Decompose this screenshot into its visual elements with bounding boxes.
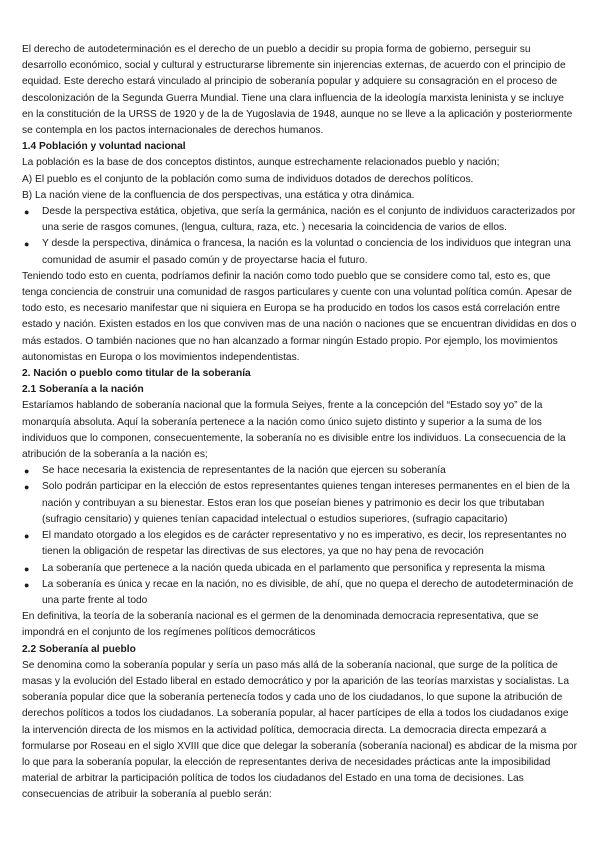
list-item bbox=[22, 577, 578, 609]
paragraph: Se denomina como la soberanía popular y sería un paso más allá de la soberanía nacional, que surge de la política de masas y la evolución del Estado liberal en estado democrático y por la aparición de las teorías marxistas y socialistas. La soberanía popular dice que la soberanía pertenecía todos y cada uno de los ciudadanos, lo que supone la atribución de derechos políticos a todos los ciudadanos. La soberanía popular, al hacer partícipes de ella a todos los ciudadanos exige la intervención directa de los mismos en la actividad política, democracia directa. La democracia directa empezará a formularse por Roseau en el siglo XVIII que dice que delegar la soberanía (soberanía nacional) es abdicar de la misma por lo que para la soberanía popular, la elección de representantes deriva de necesidades prácticas ante la imposibilidad material de arbitrar la participación política de todos los ciudadanos del Estado en una toma de decisiones. Las consecuencias de atribuir la soberanía al pueblo serán: bbox=[22, 659, 577, 801]
bullet-list-2-1 bbox=[22, 463, 578, 609]
bullet-list-1-4 bbox=[22, 204, 578, 269]
list-item-text: La soberanía es única y recae en la nación, no es divisible, de ahí, que no quepa el derecho de autodeterminación de una parte frente al todo bbox=[42, 578, 574, 606]
paragraph: En definitiva, la teoría de la soberanía nacional es el germen de la denominada democracia representativa, que se impondrá en el conjunto de los regímenes políticos democráticos bbox=[22, 611, 539, 639]
bullet-icon: ● bbox=[24, 482, 30, 493]
bullet-icon: ● bbox=[24, 579, 30, 590]
heading-2: 2. Nación o pueblo como titular de la soberanía bbox=[22, 368, 251, 380]
list-item-text: Se hace necesaria la existencia de representantes de la nación que ejercen su soberanía bbox=[42, 465, 446, 477]
paragraph-a: A) El pueblo es el conjunto de la población como suma de individuos dotados de derechos políticos. bbox=[22, 173, 474, 185]
heading-2-1: 2.1 Soberanía a la nación bbox=[22, 384, 144, 396]
list-item-text: La soberanía que pertenece a la nación queda ubicada en el parlamento que personifica y representa la misma bbox=[42, 562, 545, 574]
paragraph: La población es la base de dos conceptos distintos, aunque estrechamente relacionados pueblo y nación; bbox=[22, 157, 500, 169]
list-item-text: Desde la perspectiva estática, objetiva, que sería la germánica, nación es el conjunto de individuos caracterizados por una serie de rasgos comunes, (lengua, cultura, raza, etc. ) necesaria la coincidencia de varios de ellos. bbox=[42, 206, 576, 234]
list-item bbox=[22, 463, 578, 479]
bullet-icon: ● bbox=[24, 466, 30, 477]
list-item bbox=[22, 561, 578, 577]
list-item-text: Y desde la perspectiva, dinámica o francesa, la nación es la voluntad o conciencia de los individuos que integran una comunidad de asumir el pasado común y de proyectarse hacia el futuro. bbox=[42, 238, 571, 266]
list-item bbox=[22, 204, 578, 236]
list-item bbox=[22, 528, 578, 560]
bullet-icon: ● bbox=[24, 239, 30, 250]
list-item-text: El mandato otorgado a los elegidos es de carácter representativo y no es imperativo, es decir, los representantes no tienen la obligación de respetar las directivas de sus electores, ya que no hay pena de revocación bbox=[42, 530, 567, 558]
heading-1-4: 1.4 Población y voluntad nacional bbox=[22, 141, 186, 153]
heading-2-2: 2.2 Soberanía al pueblo bbox=[22, 643, 136, 655]
list-item bbox=[22, 236, 578, 268]
bullet-icon: ● bbox=[24, 207, 30, 218]
list-item-text: Solo podrán participar en la elección de estos representantes quienes tengan intereses permanentes en el bien de la nación y contribuyan a su bienestar. Estos eran los que poseían bienes y patrimonio es decir los que tributaban (sufragio censitario) y quienes tenían capacidad intelectual o estudios superiores, (sufragio capacitario) bbox=[42, 481, 570, 525]
paragraph-b: B) La nación viene de la confluencia de dos perspectivas, una estática y otra dinámica. bbox=[22, 189, 415, 201]
list-item bbox=[22, 479, 578, 528]
bullet-icon: ● bbox=[24, 563, 30, 574]
paragraph: Teniendo todo esto en cuenta, podríamos definir la nación como todo pueblo que se considere como tal, esto es, que tenga conciencia de construir una comunidad de rasgos particulares y cuente con una voluntad política común. Apesar de todo esto, es necesario manifestar que ni siquiera en Europa se ha producido en todos los casos está correlación entre estado y nación. Existen estados en los que conviven mas de una nación o naciones que se encuentran divididas en dos o más estados. O también naciones que no han alcanzado a formar ningún Estado propio. Por ejemplo, los movimientos autonomistas en Europa o los movimientos independentistas. bbox=[22, 270, 577, 363]
bullet-icon: ● bbox=[24, 531, 30, 542]
document-page bbox=[22, 42, 578, 804]
intro-paragraph: El derecho de autodeterminación es el derecho de un pueblo a decidir su propia forma de gobierno, perseguir su desarrollo económico, social y cultural y estructurarse libremente sin injerencias externas, de acuerdo con el principio de equidad. Este derecho estará vinculado al principio de soberanía popular y adquiere su consagración en el proceso de descolonización de la Segunda Guerra Mundial. Tiene una clara influencia de la ideología marxista leninista y se incluye en la constitución de la URSS de 1920 y de la de Yugoslavia de 1948, aunque no se lleve a la aplicación y posteriormente se contempla en los pactos internacionales de derechos humanos. bbox=[22, 44, 573, 137]
paragraph: Estaríamos hablando de soberanía nacional que la formula Seiyes, frente a la concepción del “Estado soy yo” de la monarquía absoluta. Aquí la soberanía pertenece a la nación como único sujeto distinto y superior a la suma de los individuos que lo componen, consecuentemente, la soberanía no es divisible entre los individuos. La consecuencia de la atribución de la soberanía a la nación es; bbox=[22, 400, 566, 461]
